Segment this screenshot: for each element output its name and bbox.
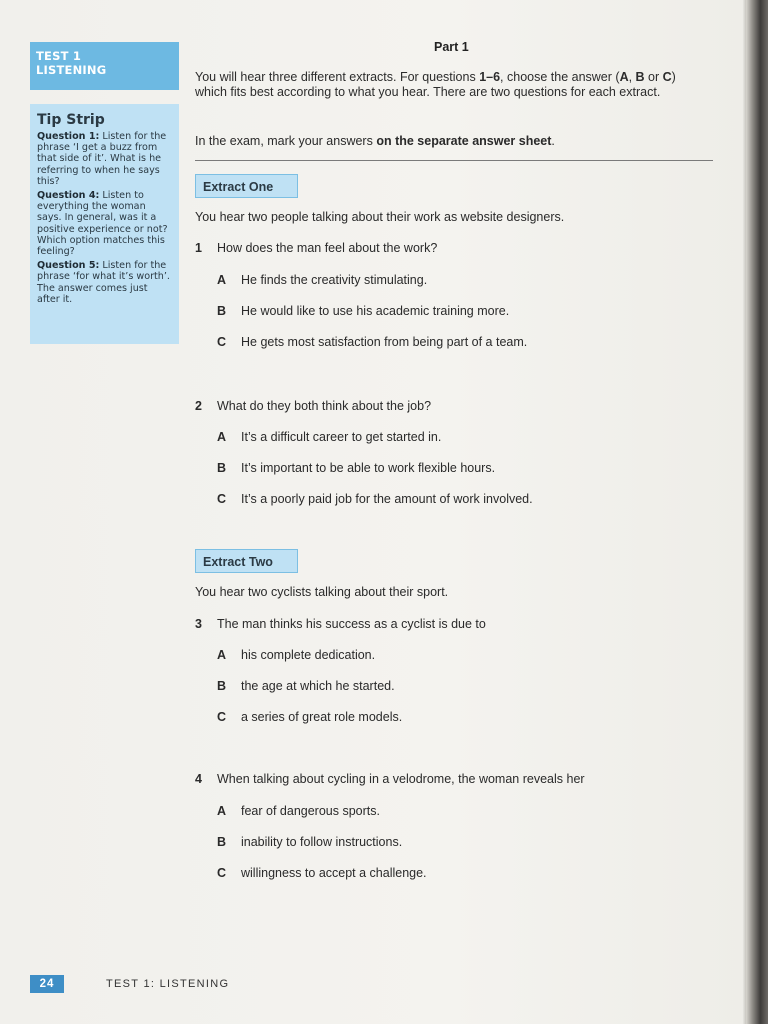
answer-option[interactable] [217, 492, 533, 506]
instructions [195, 70, 710, 100]
instructions-text: or [644, 70, 663, 84]
instructions-text: , [628, 70, 636, 84]
answer-option[interactable] [217, 461, 495, 475]
extract-label: Extract One [195, 174, 298, 198]
option-text: He gets most satisfaction from being part of a team. [241, 335, 528, 349]
tip-item-text: Listen to everything the woman says. In general, was it a positive experience or not? Which option matches this feeling? [37, 190, 168, 258]
exam-note-emphasis: on the separate answer sheet [376, 134, 552, 148]
option-letter-ref: C [662, 70, 672, 84]
question-number: 3 [195, 617, 202, 631]
option-text: It’s a difficult career to get started in. [241, 430, 442, 444]
question-number: 4 [195, 772, 202, 786]
extract-context: You hear two cyclists talking about their sport. [195, 585, 449, 599]
option-letter: C [217, 710, 227, 724]
option-text: He would like to use his academic training more. [241, 304, 510, 318]
option-letter: C [217, 866, 227, 880]
question-number: 1 [195, 241, 202, 255]
option-letter: A [217, 430, 227, 444]
extract-label: Extract Two [195, 549, 298, 573]
option-text: It’s important to be able to work flexible hours. [241, 461, 496, 475]
banner-line-2: LISTENING [36, 63, 107, 77]
tip-item-label: Question 4: [37, 190, 100, 202]
exam-note-text: In the exam, mark your answers [195, 134, 377, 148]
tip-item [37, 260, 173, 305]
instructions-text: , choose the answer ( [500, 70, 620, 84]
question [195, 399, 431, 413]
book-spine [746, 0, 768, 1024]
option-letter: C [217, 492, 227, 506]
option-text: his complete dedication. [241, 648, 376, 662]
option-letter: A [217, 648, 227, 662]
answer-option[interactable] [217, 335, 527, 349]
answer-option[interactable] [217, 273, 427, 287]
question-number: 2 [195, 399, 202, 413]
instructions-text: You will hear three different extracts. For questions [195, 70, 480, 84]
question [195, 772, 585, 786]
option-text: inability to follow instructions. [241, 835, 403, 849]
option-letter: B [217, 835, 227, 849]
answer-option[interactable] [217, 710, 402, 724]
answer-option[interactable] [217, 804, 380, 818]
instructions-text: ) which fits best according to what you hear. There are two questions for each extract. [195, 70, 676, 99]
exam-note [195, 134, 555, 148]
question-text: When talking about cycling in a velodrome, the woman reveals her [217, 772, 585, 786]
extract-context: You hear two people talking about their work as website designers. [195, 210, 565, 224]
answer-option[interactable] [217, 866, 427, 880]
test-banner [30, 42, 179, 90]
answer-option[interactable] [217, 430, 441, 444]
tip-item [37, 131, 173, 187]
option-letter: B [217, 461, 227, 475]
option-letter: B [217, 679, 227, 693]
option-letter-ref: B [635, 70, 645, 84]
option-letter: B [217, 304, 227, 318]
tip-item-label: Question 5: [37, 260, 100, 272]
option-text: He finds the creativity stimulating. [241, 273, 428, 287]
option-text: a series of great role models. [241, 710, 403, 724]
exam-note-text: . [551, 134, 555, 148]
question-text: What do they both think about the job? [217, 399, 432, 413]
option-text: the age at which he started. [241, 679, 395, 693]
question [195, 617, 486, 631]
answer-option[interactable] [217, 648, 375, 662]
question-range: 1–6 [479, 70, 501, 84]
tip-item-label: Question 1: [37, 131, 100, 142]
question-text: The man thinks his success as a cyclist is due to [217, 617, 486, 631]
option-text: fear of dangerous sports. [241, 804, 380, 818]
option-letter: A [217, 804, 227, 818]
divider [195, 160, 713, 161]
answer-option[interactable] [217, 835, 402, 849]
question [195, 241, 437, 255]
option-text: It’s a poorly paid job for the amount of work involved. [241, 492, 533, 506]
page-number: 24 [30, 975, 64, 993]
running-title: TEST 1: LISTENING [106, 978, 230, 990]
option-letter: A [217, 273, 227, 287]
tip-item-text: Listen for the phrase ‘I get a buzz from that side of it’. What is he referring to when he says this? [37, 131, 167, 187]
tip-strip [30, 104, 179, 344]
option-letter-ref: A [619, 70, 629, 84]
tip-item [37, 190, 173, 257]
answer-option[interactable] [217, 679, 395, 693]
tip-strip-title: Tip Strip [37, 112, 105, 128]
answer-option[interactable] [217, 304, 509, 318]
question-text: How does the man feel about the work? [217, 241, 438, 255]
tip-item-text: Listen for the phrase ‘for what it’s worth’. The answer comes just after it. [37, 260, 170, 305]
part-title: Part 1 [434, 40, 469, 54]
option-text: willingness to accept a challenge. [241, 866, 427, 880]
banner-line-1: TEST 1 [36, 49, 82, 63]
option-letter: C [217, 335, 227, 349]
